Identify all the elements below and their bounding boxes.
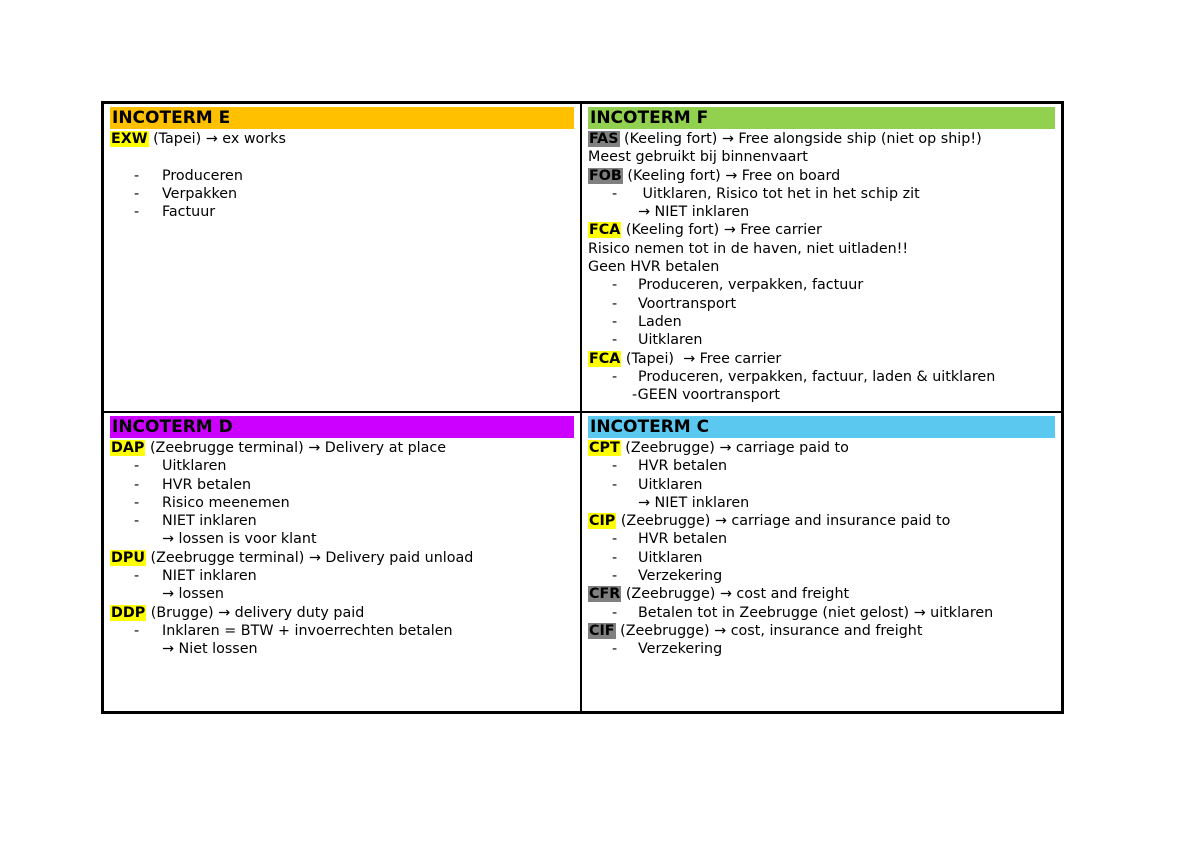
text-line — [588, 295, 1055, 313]
line-text: → lossen — [162, 586, 224, 603]
line-text: Risico meenemen — [162, 494, 290, 511]
line-text: (Keeling fort) → Free carrier — [621, 222, 822, 239]
text-line — [110, 457, 574, 475]
line-text: → NIET inklaren — [638, 204, 750, 221]
text-line — [588, 167, 1055, 185]
bullet-dash: - — [612, 549, 618, 566]
quadrant-lines — [110, 130, 574, 221]
text-line — [110, 640, 574, 658]
line-text: Voortransport — [638, 295, 737, 312]
line-text: (Tapei) → Free carrier — [621, 350, 782, 367]
text-line — [110, 185, 574, 203]
line-text: Risico nemen tot in de haven, niet uitladen!! — [588, 240, 909, 257]
line-text: Inklaren = BTW + invoerrechten betalen — [162, 622, 453, 639]
line-text: -GEEN voortransport — [632, 387, 780, 404]
quadrant-e — [104, 104, 582, 413]
incoterm-code: FCA — [589, 222, 621, 239]
text-line — [588, 494, 1055, 512]
line-text: Uitklaren — [162, 458, 227, 475]
text-line — [110, 512, 574, 530]
text-line — [588, 457, 1055, 475]
line-text: (Zeebrugge) → cost, insurance and freight — [615, 622, 923, 639]
bullet-dash: - — [612, 313, 618, 330]
incoterm-code: CIF — [589, 622, 615, 639]
text-line — [588, 585, 1055, 603]
text-line — [588, 567, 1055, 585]
text-line — [110, 530, 574, 548]
text-line — [588, 221, 1055, 239]
line-text: Factuur — [162, 204, 216, 221]
line-text: Verpakken — [162, 185, 238, 202]
bullet-dash: - — [134, 513, 140, 530]
bullet-dash: - — [612, 458, 618, 475]
line-text: Produceren, verpakken, factuur — [638, 277, 864, 294]
text-line — [110, 130, 574, 148]
line-text: (Zeebrugge) → carriage paid to — [620, 440, 849, 456]
bullet-dash: - — [134, 458, 140, 475]
blank-line — [110, 148, 574, 166]
incoterm-code: CPT — [589, 440, 620, 456]
incoterm-code: DDP — [111, 604, 146, 621]
bullet-dash: - — [612, 476, 618, 493]
line-text: → Niet lossen — [162, 641, 258, 658]
incoterm-code: DPU — [111, 549, 145, 566]
bullet-dash: - — [134, 622, 140, 639]
text-line — [588, 386, 1055, 404]
line-text: Uitklaren — [638, 332, 703, 349]
bullet-dash: - — [612, 185, 618, 202]
incoterm-code: DAP — [111, 440, 145, 456]
line-text: Uitklaren, Risico tot het in het schip zit — [638, 185, 920, 202]
incoterm-code: EXW — [111, 131, 148, 147]
line-text: (Keeling fort) → Free alongside ship (niet op ship!) — [619, 131, 982, 147]
bullet-dash: - — [134, 494, 140, 511]
incoterm-table — [101, 101, 1064, 714]
line-text: Geen HVR betalen — [588, 259, 720, 276]
line-text: → NIET inklaren — [638, 494, 750, 511]
text-line — [110, 567, 574, 585]
text-line — [110, 167, 574, 185]
text-line — [110, 476, 574, 494]
incoterm-code: CIP — [589, 513, 616, 530]
quadrant-lines — [110, 439, 574, 659]
text-line — [110, 622, 574, 640]
quadrant-title: INCOTERM C — [588, 416, 1055, 438]
text-line — [588, 512, 1055, 530]
quadrant-lines — [588, 130, 1055, 404]
line-text: (Tapei) → ex works — [148, 131, 286, 147]
line-text: Uitklaren — [638, 549, 703, 566]
line-text: HVR betalen — [638, 531, 728, 548]
bullet-dash: - — [134, 476, 140, 493]
bullet-dash: - — [134, 568, 140, 585]
text-line — [110, 549, 574, 567]
quadrant-title: INCOTERM D — [110, 416, 574, 438]
text-line — [588, 350, 1055, 368]
line-text: (Keeling fort) → Free on board — [622, 167, 841, 184]
line-text: HVR betalen — [638, 458, 728, 475]
text-line — [588, 368, 1055, 386]
bullet-dash: - — [612, 332, 618, 349]
bullet-dash: - — [612, 568, 618, 585]
line-text: Betalen tot in Zeebrugge (niet gelost) → uitklaren — [638, 604, 994, 621]
text-line — [588, 185, 1055, 203]
line-text: Uitklaren — [638, 476, 703, 493]
line-text: Produceren — [162, 167, 243, 184]
bullet-dash: - — [134, 167, 140, 184]
bullet-dash: - — [612, 368, 618, 385]
line-text: Meest gebruikt bij binnenvaart — [588, 149, 808, 166]
quadrant-title: INCOTERM E — [110, 107, 574, 129]
text-line — [588, 331, 1055, 349]
incoterm-code: FCA — [589, 350, 621, 367]
text-line — [588, 130, 1055, 148]
text-line — [588, 276, 1055, 294]
incoterm-code: CFR — [589, 586, 621, 603]
line-text: HVR betalen — [162, 476, 252, 493]
line-text: → lossen is voor klant — [162, 531, 317, 548]
text-line — [588, 148, 1055, 166]
line-text: Produceren, verpakken, factuur, laden & uitklaren — [638, 368, 996, 385]
bullet-dash: - — [612, 604, 618, 621]
text-line — [110, 439, 574, 457]
line-text: NIET inklaren — [162, 568, 257, 585]
text-line — [588, 203, 1055, 221]
line-text: Verzekering — [638, 641, 723, 658]
line-text: (Zeebrugge) → carriage and insurance paid to — [616, 513, 951, 530]
quadrant-title: INCOTERM F — [588, 107, 1055, 129]
incoterm-code: FOB — [589, 167, 622, 184]
quadrant-lines — [588, 439, 1055, 659]
bullet-dash: - — [612, 531, 618, 548]
line-text: (Zeebrugge terminal) → Delivery paid unload — [145, 549, 474, 566]
line-text: Laden — [638, 313, 682, 330]
text-line — [588, 640, 1055, 658]
line-text: (Zeebrugge) → cost and freight — [621, 586, 850, 603]
quadrant-c — [582, 413, 1061, 711]
text-line — [588, 313, 1055, 331]
text-line — [110, 494, 574, 512]
bullet-dash: - — [612, 277, 618, 294]
line-text: NIET inklaren — [162, 513, 257, 530]
text-line — [110, 604, 574, 622]
bullet-dash: - — [612, 641, 618, 658]
quadrant-d — [104, 413, 582, 711]
line-text: (Zeebrugge terminal) → Delivery at place — [145, 440, 447, 456]
incoterm-code: FAS — [589, 131, 619, 147]
text-line — [588, 258, 1055, 276]
bullet-dash: - — [134, 204, 140, 221]
text-line — [588, 240, 1055, 258]
text-line — [588, 604, 1055, 622]
text-line — [588, 439, 1055, 457]
bullet-dash: - — [134, 185, 140, 202]
text-line — [588, 549, 1055, 567]
text-line — [588, 622, 1055, 640]
text-line — [110, 203, 574, 221]
text-line — [588, 476, 1055, 494]
text-line — [110, 585, 574, 603]
line-text: (Brugge) → delivery duty paid — [146, 604, 365, 621]
bullet-dash: - — [612, 295, 618, 312]
line-text: Verzekering — [638, 568, 723, 585]
text-line — [588, 530, 1055, 548]
quadrant-f — [582, 104, 1061, 413]
